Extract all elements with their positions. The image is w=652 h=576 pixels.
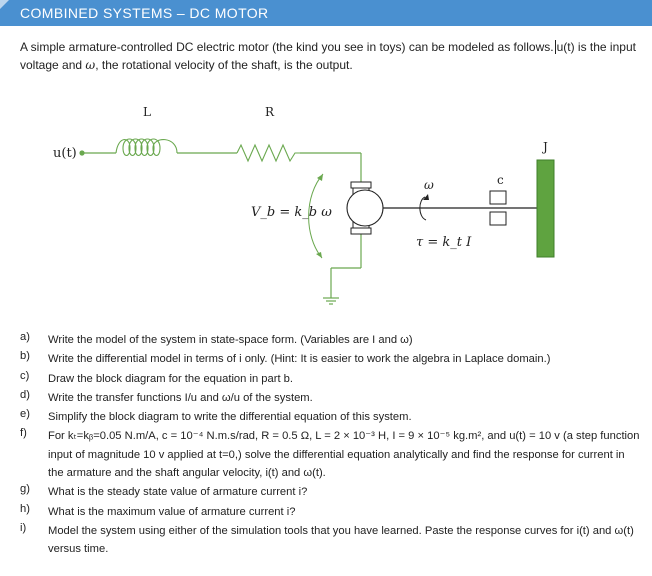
question-text: Write the differential model in terms of i only. (Hint: It is easier to work the algebra in Laplace domain.)	[48, 353, 551, 366]
question-item	[20, 503, 640, 521]
question-list	[20, 331, 640, 560]
inertia-label: J	[543, 140, 548, 154]
question-item	[20, 522, 640, 559]
question-text: Write the model of the system in state-space form. (Variables are I and ω)	[48, 334, 413, 346]
circuit-wires	[82, 153, 361, 298]
question-text: Draw the block diagram for the equation in part b.	[48, 372, 294, 385]
damper-upper-block	[490, 191, 506, 204]
question-text: Simplify the block diagram to write the differential equation of this system.	[48, 411, 412, 424]
angular-velocity-label: ω	[424, 178, 434, 192]
question-label: i)	[20, 521, 27, 534]
question-text: What is the maximum value of armature current i?	[48, 505, 296, 518]
intro-text-start: A simple armature-controlled DC electric motor (the kind you see in toys) can be modeled as follows.	[20, 40, 554, 54]
question-item	[20, 370, 640, 388]
question-item	[20, 408, 640, 426]
question-label: h)	[20, 502, 30, 515]
motor-rotor	[347, 190, 383, 226]
question-item	[20, 350, 640, 368]
question-item	[20, 427, 640, 482]
damper-lower-block	[490, 212, 506, 225]
question-label: f)	[20, 427, 27, 440]
input-symbol: u(t)	[556, 40, 575, 54]
question-label: d)	[20, 388, 30, 401]
question-item	[20, 331, 640, 349]
question-label: a)	[20, 331, 30, 343]
inductor-label: L	[143, 105, 151, 119]
section-title: COMBINED SYSTEMS – DC MOTOR	[20, 5, 269, 21]
question-item	[20, 389, 640, 407]
question-text: Model the system using either of the simulation tools that you have learned. Paste the response curves for i(t) and ω(t) versus time.	[48, 524, 634, 556]
resistor-zigzag	[237, 145, 300, 161]
resistor-label: R	[265, 105, 275, 119]
dc-motor-circuit-diagram	[30, 96, 590, 311]
back-emf-arrowhead-bottom	[316, 252, 322, 258]
question-label: b)	[20, 350, 30, 363]
banner-corner-decoration	[0, 0, 9, 9]
motor-brush-bottom	[351, 228, 371, 234]
intro-text-middle: is the input voltage and	[20, 40, 636, 72]
damper-label: c	[497, 173, 504, 187]
question-label: c)	[20, 369, 30, 382]
torque-label: τ = k_t I	[416, 235, 472, 250]
inertia-load-disk	[537, 160, 554, 257]
intro-paragraph	[20, 38, 642, 74]
inductor-coil	[116, 139, 177, 156]
input-voltage-label: u(t)	[53, 146, 77, 161]
question-text: What is the steady state value of armature current i?	[48, 486, 308, 499]
back-emf-label: V_b = k_b ω	[251, 205, 332, 220]
ground-symbol	[323, 298, 339, 304]
question-label: e)	[20, 408, 30, 421]
section-banner	[0, 0, 652, 26]
question-text: For kₜ=kᵦ=0.05 N.m/A, c = 10⁻⁴ N.m.s/rad, R = 0.5 Ω, L = 2 × 10⁻³ H, I = 9 × 10⁻⁵ kg.m², and u(t) = 10 v (a step function input of magnitude 10 v applied at t=0,) solve the differential equation analytically and find the response for current in the armature and the shaft angular velocity, i(t) and ω(t).	[48, 430, 640, 480]
motor-brush-top	[351, 182, 371, 188]
question-item	[20, 483, 640, 501]
omega-symbol: ω	[85, 58, 96, 72]
question-label: g)	[20, 483, 30, 496]
intro-text-end: , the rotational velocity of the shaft, is the output.	[95, 58, 353, 72]
back-emf-arrowhead-top	[317, 174, 323, 181]
question-text: Write the transfer functions I/u and ω/u of the system.	[48, 391, 313, 404]
